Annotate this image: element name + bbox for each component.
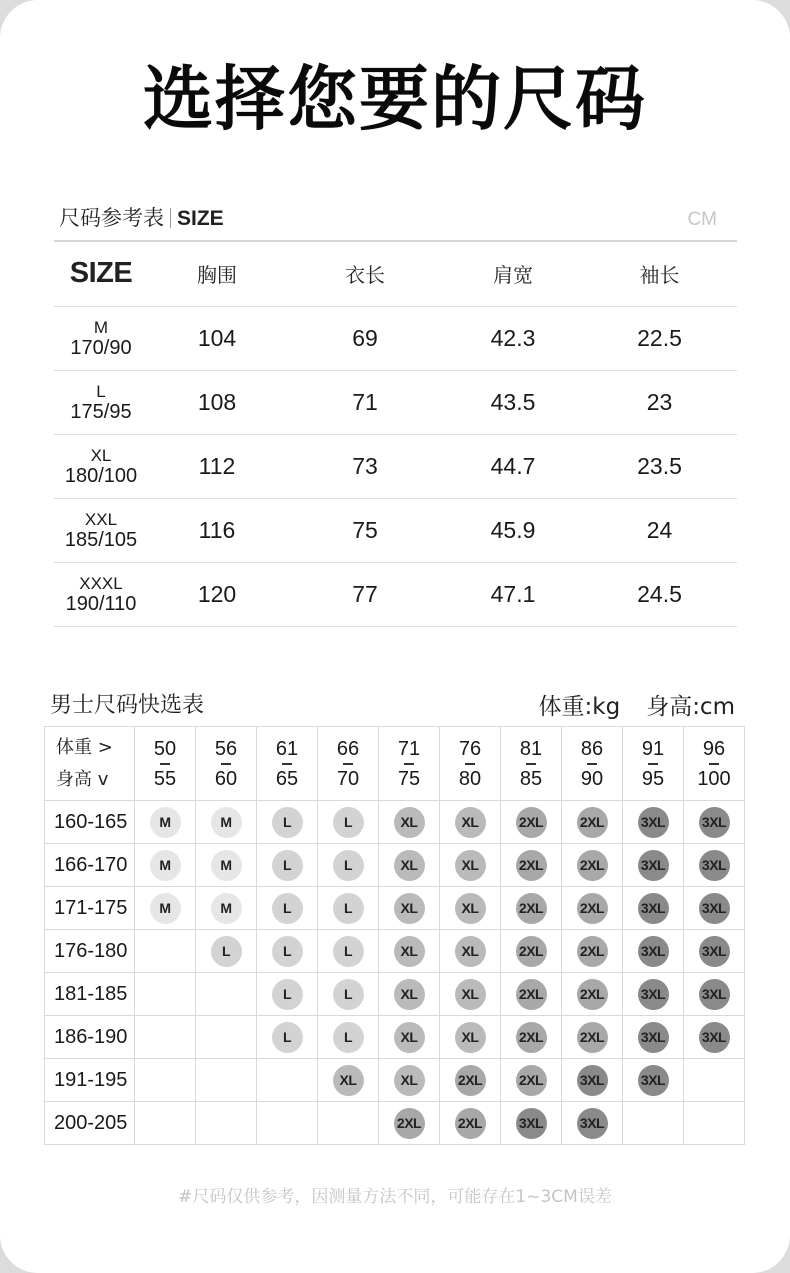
weight-to: 65 bbox=[275, 767, 299, 790]
weight-range-header bbox=[196, 727, 257, 801]
size-reference-table bbox=[54, 240, 737, 627]
size-chart-heading-cn: 尺码参考表 bbox=[59, 206, 164, 230]
size-badge: 3XL bbox=[699, 1022, 730, 1053]
size-badge: 3XL bbox=[699, 850, 730, 881]
size-badge: 2XL bbox=[516, 893, 547, 924]
sleeve-value: 23 bbox=[582, 370, 737, 434]
size-badge: 3XL bbox=[577, 1108, 608, 1139]
size-badge: 3XL bbox=[699, 807, 730, 838]
size-match-cell bbox=[196, 887, 257, 930]
size-badge: 2XL bbox=[577, 979, 608, 1010]
size-badge: L bbox=[272, 893, 303, 924]
footnote: #尺码仅供参考，因测量方法不同，可能存在1~3CM误差 bbox=[178, 1187, 612, 1207]
size-badge: L bbox=[333, 807, 364, 838]
size-table-row bbox=[54, 562, 737, 626]
size-badge: XL bbox=[455, 850, 486, 881]
chest-value: 108 bbox=[148, 370, 286, 434]
size-table-row bbox=[54, 370, 737, 434]
size-match-cell bbox=[379, 844, 440, 887]
size-match-cell bbox=[562, 1102, 623, 1145]
sleeve-value: 23.5 bbox=[582, 434, 737, 498]
sleeve-value: 24 bbox=[582, 498, 737, 562]
size-badge: 2XL bbox=[577, 893, 608, 924]
weight-range-header bbox=[257, 727, 318, 801]
size-badge: 3XL bbox=[699, 936, 730, 967]
size-match-cell bbox=[318, 930, 379, 973]
size-badge: M bbox=[150, 807, 181, 838]
chest-value: 120 bbox=[148, 562, 286, 626]
size-match-cell bbox=[257, 1102, 318, 1145]
size-match-cell bbox=[562, 973, 623, 1016]
length-value: 73 bbox=[286, 434, 444, 498]
size-badge: L bbox=[333, 850, 364, 881]
size-badge: 3XL bbox=[638, 807, 669, 838]
size-match-cell bbox=[501, 973, 562, 1016]
size-match-cell bbox=[135, 887, 196, 930]
size-badge: 2XL bbox=[516, 1022, 547, 1053]
weight-to: 90 bbox=[580, 767, 604, 790]
size-spec: 180/100 bbox=[64, 465, 138, 487]
weight-range-header bbox=[135, 727, 196, 801]
weight-from: 71 bbox=[397, 737, 421, 760]
size-badge: XL bbox=[455, 1022, 486, 1053]
quick-table-row bbox=[45, 1102, 745, 1145]
size-match-cell bbox=[196, 973, 257, 1016]
size-match-cell bbox=[318, 1016, 379, 1059]
heading-divider bbox=[170, 208, 171, 228]
size-match-cell bbox=[440, 887, 501, 930]
size-badge: 3XL bbox=[638, 936, 669, 967]
size-match-cell bbox=[318, 1102, 379, 1145]
size-match-cell bbox=[135, 1102, 196, 1145]
size-cell bbox=[54, 370, 148, 434]
size-match-cell bbox=[135, 1016, 196, 1059]
size-match-cell bbox=[684, 973, 745, 1016]
size-match-cell bbox=[257, 844, 318, 887]
size-badge: L bbox=[333, 1022, 364, 1053]
size-match-cell bbox=[684, 887, 745, 930]
size-badge: 2XL bbox=[455, 1108, 486, 1139]
length-value: 69 bbox=[286, 306, 444, 370]
size-match-cell bbox=[684, 1102, 745, 1145]
shoulder-value: 42.3 bbox=[444, 306, 582, 370]
size-badge: 3XL bbox=[516, 1108, 547, 1139]
size-match-cell bbox=[684, 801, 745, 844]
size-badge: L bbox=[272, 979, 303, 1010]
size-table-row bbox=[54, 498, 737, 562]
size-match-cell bbox=[562, 801, 623, 844]
size-spec: 170/90 bbox=[70, 337, 132, 359]
size-label: M bbox=[93, 318, 109, 337]
size-match-cell bbox=[562, 844, 623, 887]
height-range: 181-185 bbox=[45, 973, 135, 1016]
size-badge: XL bbox=[394, 807, 425, 838]
size-match-cell bbox=[318, 801, 379, 844]
quick-table-header-row bbox=[45, 727, 745, 801]
size-badge: 2XL bbox=[577, 1022, 608, 1053]
size-match-cell bbox=[379, 1102, 440, 1145]
size-match-cell bbox=[501, 930, 562, 973]
size-match-cell bbox=[196, 1016, 257, 1059]
weight-to: 55 bbox=[153, 767, 177, 790]
size-badge: M bbox=[150, 893, 181, 924]
chest-value: 104 bbox=[148, 306, 286, 370]
quick-chart-header bbox=[50, 688, 735, 722]
size-badge: XL bbox=[455, 936, 486, 967]
size-match-cell bbox=[623, 973, 684, 1016]
size-match-cell bbox=[135, 930, 196, 973]
size-cell bbox=[54, 562, 148, 626]
size-badge: 2XL bbox=[394, 1108, 425, 1139]
chest-value: 112 bbox=[148, 434, 286, 498]
size-match-cell bbox=[440, 1016, 501, 1059]
size-badge: XL bbox=[394, 893, 425, 924]
quick-table-row bbox=[45, 887, 745, 930]
weight-from: 56 bbox=[214, 737, 238, 760]
size-match-cell bbox=[562, 887, 623, 930]
size-badge: XL bbox=[455, 807, 486, 838]
quick-table-row bbox=[45, 1059, 745, 1102]
quick-table-row bbox=[45, 930, 745, 973]
size-badge: XL bbox=[394, 850, 425, 881]
size-match-cell bbox=[684, 844, 745, 887]
size-badge: 2XL bbox=[455, 1065, 486, 1096]
size-match-cell bbox=[257, 1016, 318, 1059]
size-match-cell bbox=[318, 887, 379, 930]
size-match-cell bbox=[379, 1016, 440, 1059]
size-match-cell bbox=[562, 1016, 623, 1059]
corner-weight-label: 体重 > bbox=[56, 736, 113, 758]
col-header-shoulder: 肩宽 bbox=[444, 241, 582, 306]
size-match-cell bbox=[562, 1059, 623, 1102]
size-label: L bbox=[96, 382, 106, 401]
size-cell bbox=[54, 434, 148, 498]
size-badge: 2XL bbox=[577, 936, 608, 967]
size-match-cell bbox=[623, 1016, 684, 1059]
size-badge: L bbox=[272, 807, 303, 838]
size-match-cell bbox=[501, 1059, 562, 1102]
weight-range-header bbox=[501, 727, 562, 801]
weight-from: 81 bbox=[519, 737, 543, 760]
size-spec: 190/110 bbox=[65, 593, 137, 615]
weight-from: 86 bbox=[580, 737, 604, 760]
weight-to: 100 bbox=[697, 767, 731, 790]
quick-table-row bbox=[45, 801, 745, 844]
size-badge: XL bbox=[333, 1065, 364, 1096]
size-match-cell bbox=[440, 801, 501, 844]
weight-to: 70 bbox=[336, 767, 360, 790]
weight-to: 60 bbox=[214, 767, 238, 790]
size-badge: M bbox=[211, 807, 242, 838]
weight-from: 91 bbox=[641, 737, 665, 760]
size-badge: XL bbox=[394, 1065, 425, 1096]
size-match-cell bbox=[440, 973, 501, 1016]
size-badge: XL bbox=[394, 1022, 425, 1053]
size-badge: L bbox=[333, 936, 364, 967]
size-match-cell bbox=[501, 887, 562, 930]
size-badge: 3XL bbox=[638, 893, 669, 924]
height-range: 186-190 bbox=[45, 1016, 135, 1059]
size-match-cell bbox=[379, 1059, 440, 1102]
size-badge: L bbox=[211, 936, 242, 967]
size-chart-header bbox=[59, 200, 737, 240]
size-chart-unit: CM bbox=[687, 209, 717, 230]
height-range: 176-180 bbox=[45, 930, 135, 973]
size-spec: 185/105 bbox=[64, 529, 138, 551]
quick-chart-units bbox=[513, 688, 735, 721]
size-match-cell bbox=[318, 844, 379, 887]
size-match-cell bbox=[623, 1059, 684, 1102]
size-spec: 175/95 bbox=[70, 401, 132, 423]
weight-to: 85 bbox=[519, 767, 543, 790]
size-match-cell bbox=[440, 1059, 501, 1102]
height-range: 166-170 bbox=[45, 844, 135, 887]
weight-unit-label: 体重:kg bbox=[538, 694, 621, 720]
weight-from: 61 bbox=[275, 737, 299, 760]
shoulder-value: 47.1 bbox=[444, 562, 582, 626]
col-header-size: SIZE bbox=[54, 241, 148, 306]
size-match-cell bbox=[135, 844, 196, 887]
quick-size-table bbox=[44, 726, 745, 1145]
quick-table-row bbox=[45, 844, 745, 887]
quick-chart-heading: 男士尺码快选表 bbox=[50, 693, 205, 718]
size-table-row bbox=[54, 434, 737, 498]
sleeve-value: 24.5 bbox=[582, 562, 737, 626]
size-match-cell bbox=[135, 973, 196, 1016]
size-match-cell bbox=[257, 930, 318, 973]
size-match-cell bbox=[135, 1059, 196, 1102]
size-cell bbox=[54, 306, 148, 370]
chest-value: 116 bbox=[148, 498, 286, 562]
size-chart-heading-en: SIZE bbox=[177, 207, 224, 230]
size-badge: 3XL bbox=[638, 979, 669, 1010]
weight-from: 50 bbox=[153, 737, 177, 760]
size-match-cell bbox=[501, 801, 562, 844]
size-badge: 2XL bbox=[516, 1065, 547, 1096]
size-match-cell bbox=[684, 1016, 745, 1059]
size-badge: XL bbox=[455, 893, 486, 924]
size-match-cell bbox=[623, 930, 684, 973]
size-badge: 2XL bbox=[577, 807, 608, 838]
size-match-cell bbox=[501, 1016, 562, 1059]
size-badge: L bbox=[333, 893, 364, 924]
size-badge: 3XL bbox=[699, 893, 730, 924]
size-badge: M bbox=[150, 850, 181, 881]
size-badge: 3XL bbox=[638, 1022, 669, 1053]
size-match-cell bbox=[623, 1102, 684, 1145]
size-badge: 3XL bbox=[638, 1065, 669, 1096]
size-badge: L bbox=[333, 979, 364, 1010]
weight-from: 66 bbox=[336, 737, 360, 760]
height-unit-label: 身高:cm bbox=[646, 694, 735, 720]
height-range: 171-175 bbox=[45, 887, 135, 930]
size-match-cell bbox=[196, 844, 257, 887]
weight-range-header bbox=[379, 727, 440, 801]
size-match-cell bbox=[257, 887, 318, 930]
size-match-cell bbox=[440, 844, 501, 887]
shoulder-value: 45.9 bbox=[444, 498, 582, 562]
size-match-cell bbox=[379, 930, 440, 973]
size-match-cell bbox=[318, 1059, 379, 1102]
size-match-cell bbox=[623, 844, 684, 887]
sleeve-value: 22.5 bbox=[582, 306, 737, 370]
size-match-cell bbox=[623, 801, 684, 844]
size-match-cell bbox=[501, 844, 562, 887]
weight-range-header bbox=[623, 727, 684, 801]
size-match-cell bbox=[257, 801, 318, 844]
col-header-length: 衣长 bbox=[286, 241, 444, 306]
size-match-cell bbox=[684, 1059, 745, 1102]
weight-range-header bbox=[684, 727, 745, 801]
size-badge: 2XL bbox=[516, 936, 547, 967]
size-match-cell bbox=[623, 887, 684, 930]
weight-range-header bbox=[318, 727, 379, 801]
size-cell bbox=[54, 498, 148, 562]
size-badge: 2XL bbox=[516, 850, 547, 881]
length-value: 77 bbox=[286, 562, 444, 626]
size-match-cell bbox=[135, 801, 196, 844]
size-match-cell bbox=[196, 1102, 257, 1145]
size-match-cell bbox=[684, 930, 745, 973]
col-header-sleeve: 袖长 bbox=[582, 241, 737, 306]
height-range: 191-195 bbox=[45, 1059, 135, 1102]
weight-to: 95 bbox=[641, 767, 665, 790]
size-badge: L bbox=[272, 936, 303, 967]
col-header-chest: 胸围 bbox=[148, 241, 286, 306]
size-table-row bbox=[54, 306, 737, 370]
corner-cell bbox=[45, 727, 135, 801]
size-match-cell bbox=[562, 930, 623, 973]
size-match-cell bbox=[379, 887, 440, 930]
height-range: 200-205 bbox=[45, 1102, 135, 1145]
corner-height-label: 身高 v bbox=[56, 768, 109, 790]
size-match-cell bbox=[379, 801, 440, 844]
size-badge: M bbox=[211, 850, 242, 881]
size-label: XXXL bbox=[79, 574, 123, 593]
weight-from: 76 bbox=[458, 737, 482, 760]
size-badge: XL bbox=[394, 979, 425, 1010]
height-range: 160-165 bbox=[45, 801, 135, 844]
size-badge: 2XL bbox=[577, 850, 608, 881]
size-match-cell bbox=[196, 1059, 257, 1102]
size-label: XXL bbox=[84, 510, 118, 529]
size-badge: XL bbox=[455, 979, 486, 1010]
size-match-cell bbox=[501, 1102, 562, 1145]
size-badge: 3XL bbox=[699, 979, 730, 1010]
length-value: 71 bbox=[286, 370, 444, 434]
quick-table-row bbox=[45, 1016, 745, 1059]
quick-table-row bbox=[45, 973, 745, 1016]
size-match-cell bbox=[257, 1059, 318, 1102]
size-badge: L bbox=[272, 1022, 303, 1053]
shoulder-value: 44.7 bbox=[444, 434, 582, 498]
length-value: 75 bbox=[286, 498, 444, 562]
page-title: 选择您要的尺码 bbox=[143, 58, 647, 140]
size-badge: 3XL bbox=[577, 1065, 608, 1096]
weight-from: 96 bbox=[702, 737, 726, 760]
weight-to: 80 bbox=[458, 767, 482, 790]
size-match-cell bbox=[440, 1102, 501, 1145]
weight-range-header bbox=[440, 727, 501, 801]
size-badge: L bbox=[272, 850, 303, 881]
size-label: XL bbox=[90, 446, 112, 465]
size-badge: M bbox=[211, 893, 242, 924]
size-badge: XL bbox=[394, 936, 425, 967]
shoulder-value: 43.5 bbox=[444, 370, 582, 434]
size-match-cell bbox=[257, 973, 318, 1016]
size-match-cell bbox=[379, 973, 440, 1016]
size-match-cell bbox=[196, 801, 257, 844]
size-match-cell bbox=[440, 930, 501, 973]
size-badge: 2XL bbox=[516, 979, 547, 1010]
weight-to: 75 bbox=[397, 767, 421, 790]
size-badge: 2XL bbox=[516, 807, 547, 838]
size-chart-heading bbox=[59, 202, 224, 232]
size-match-cell bbox=[196, 930, 257, 973]
size-match-cell bbox=[318, 973, 379, 1016]
size-badge: 3XL bbox=[638, 850, 669, 881]
weight-range-header bbox=[562, 727, 623, 801]
size-table-header-row bbox=[54, 241, 737, 306]
